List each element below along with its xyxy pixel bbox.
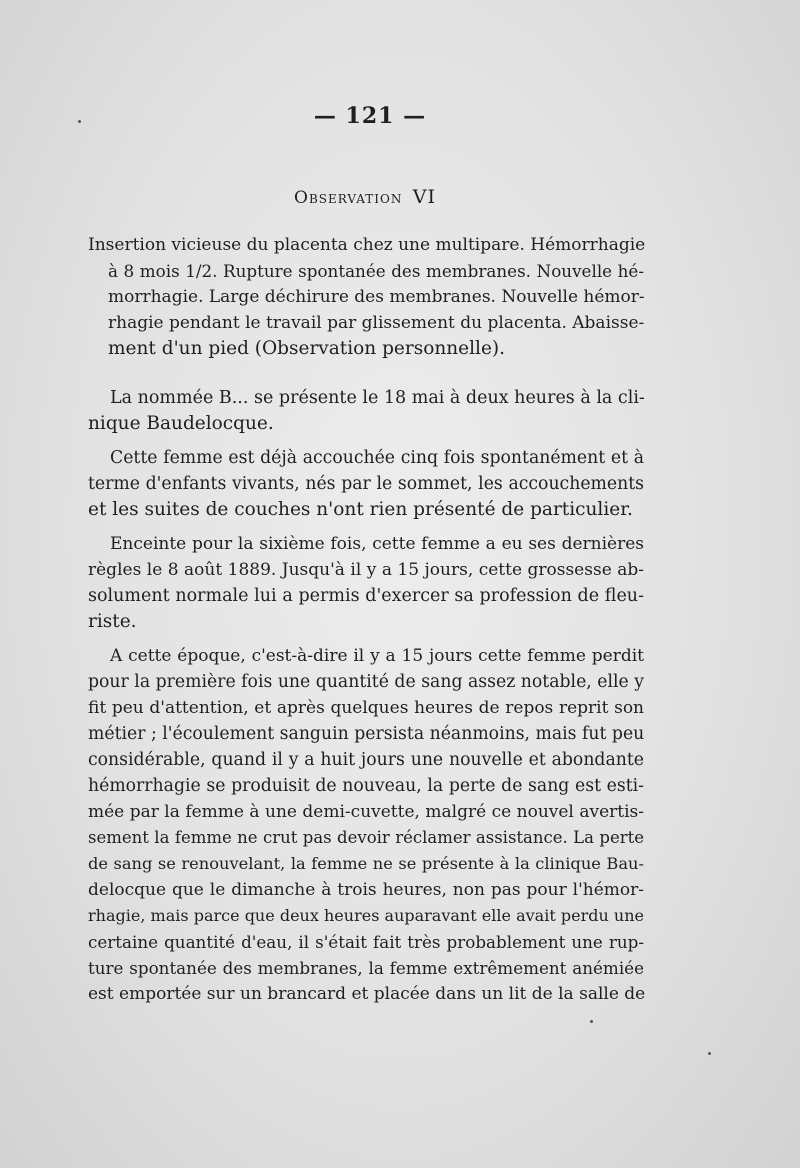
paragraph [88, 531, 644, 635]
text-line: ture spontanée des membranes, la femme extrêmement anémiée [88, 958, 644, 978]
text-line: Enceinte pour la sixième fois, cette femme a eu ses dernières [110, 534, 644, 554]
paragraph [88, 385, 644, 437]
paper-speck [590, 1020, 593, 1023]
paper-speck [708, 1052, 711, 1055]
text-line: sement la femme ne crut pas devoir réclamer assistance. La perte [88, 828, 644, 847]
text-line: pour la première fois une quantité de sang assez notable, elle y [88, 672, 644, 692]
summary-line: Insertion vicieuse du placenta chez une multipare. Hémorrhagie [88, 235, 646, 255]
paragraph [88, 643, 644, 1007]
text-line: terme d'enfants vivants, nés par le sommet, les accouchements [88, 474, 644, 494]
text-line: et les suites de couches n'ont rien présenté de particulier. [88, 499, 633, 520]
text-line: Cette femme est déjà accouchée cinq fois spontanément et à [110, 448, 644, 468]
summary-line: à 8 mois 1/2. Rupture spontanée des membranes. Nouvelle hé- [108, 261, 644, 281]
text-line: rhagie, mais parce que deux heures auparavant elle avait perdu une [88, 906, 644, 925]
page-number: — 121 — [313, 103, 427, 129]
text-line: La nommée B... se présente le 18 mai à deux heures à la cli- [110, 388, 645, 408]
observation-heading-label: Observation [294, 188, 403, 208]
text-line: riste. [88, 611, 137, 632]
text-line: solument normale lui a permis d'exercer sa profession de fleu- [88, 586, 644, 606]
text-line: certaine quantité d'eau, il s'était fait très probablement une rup- [88, 932, 644, 952]
body-text [88, 385, 644, 1015]
paragraph [88, 445, 644, 523]
summary-line: ment d'un pied (Observation personnelle). [108, 338, 505, 359]
text-line: hémorrhagie se produisit de nouveau, la perte de sang est esti- [88, 776, 644, 796]
text-line: nique Baudelocque. [88, 413, 274, 434]
text-line: A cette époque, c'est-à-dire il y a 15 jours cette femme perdit [110, 646, 644, 666]
observation-summary [88, 232, 644, 362]
text-line: considérable, quand il y a huit jours une nouvelle et abondante [88, 750, 644, 770]
text-line: mée par la femme à une demi-cuvette, malgré ce nouvel avertis- [88, 802, 644, 822]
summary-line: morrhagie. Large déchirure des membranes. Nouvelle hémor- [108, 287, 645, 307]
text-line: métier ; l'écoulement sanguin persista néanmoins, mais fut peu [88, 724, 645, 744]
text-line: est emportée sur un brancard et placée dans un lit de la salle de [88, 984, 646, 1004]
text-line: fit peu d'attention, et après quelques heures de repos reprit son [88, 698, 644, 718]
text-line: de sang se renouvelant, la femme ne se présente à la clinique Bau- [88, 854, 644, 873]
paper-speck [78, 120, 81, 123]
observation-heading-number: VI [412, 186, 436, 208]
summary-line: rhagie pendant le travail par glissement du placenta. Abaisse- [108, 313, 645, 333]
observation-heading [0, 186, 730, 208]
text-line: delocque que le dimanche à trois heures, non pas pour l'hémor- [88, 880, 644, 900]
text-line: règles le 8 août 1889. Jusqu'à il y a 15 jours, cette grossesse ab- [88, 560, 644, 580]
